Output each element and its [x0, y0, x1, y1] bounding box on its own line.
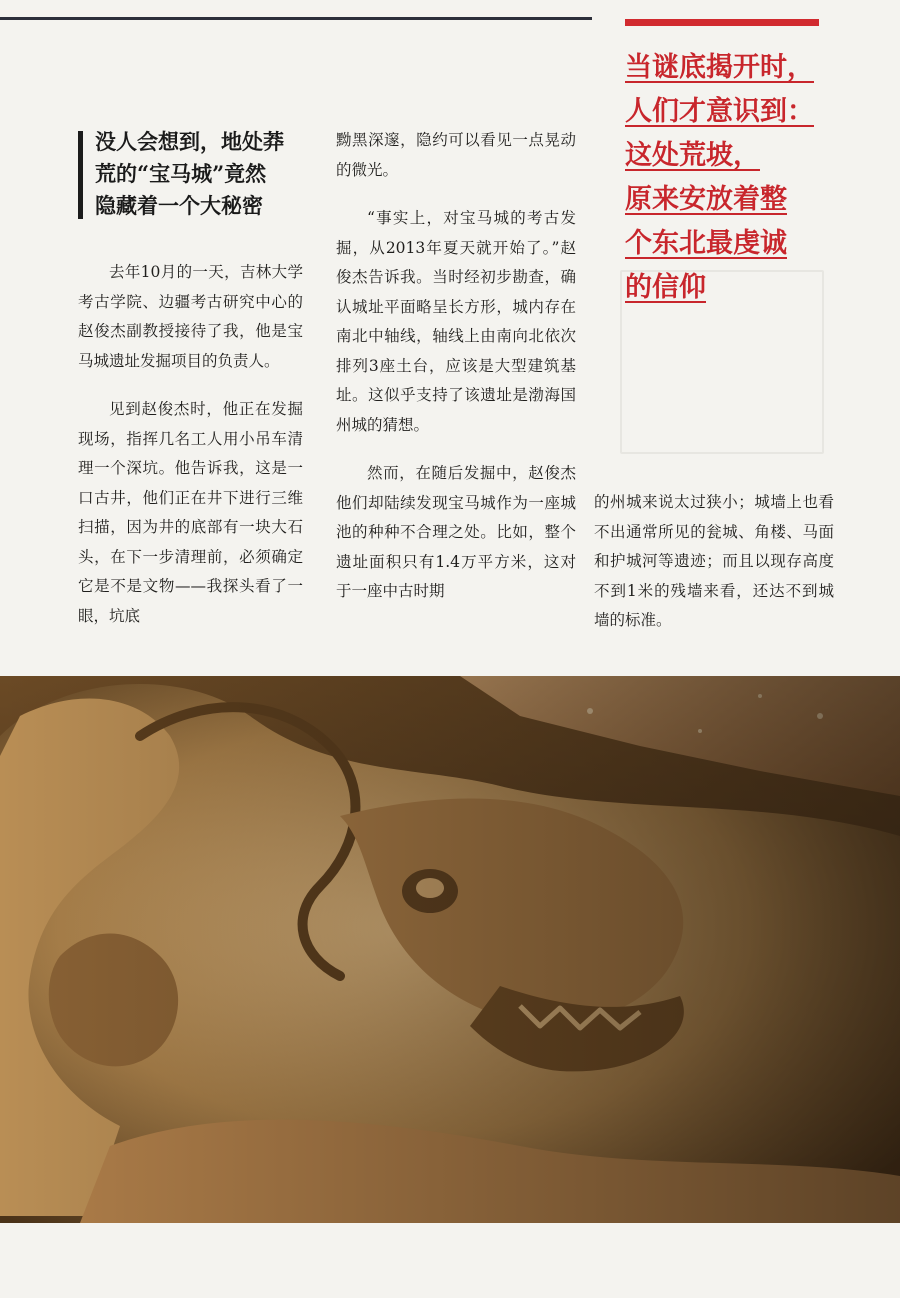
- headline-bar: [78, 131, 83, 219]
- pull-quote-line: 的信仰: [625, 272, 706, 303]
- pull-quote-line: 原来安放着整: [625, 184, 787, 215]
- top-rule: [0, 17, 592, 20]
- pull-quote-line: 这处荒坡，: [625, 140, 760, 171]
- headline-line: 隐藏着一个大秘密: [95, 193, 263, 218]
- column-3: [594, 488, 834, 655]
- paragraph: 然而，在随后发掘中，赵俊杰他们却陆续发现宝马城作为一座城池的种种不合理之处。比如，整个遗址面积只有1.4万平方米，这对于一座中古时期: [336, 464, 576, 600]
- pull-quote-line: 人们才意识到：: [625, 96, 814, 127]
- faded-background-frame: [620, 270, 824, 454]
- pull-quote-line: 个东北最虔诚: [625, 228, 787, 259]
- paragraph: 见到赵俊杰时，他正在发掘现场，指挥几名工人用小吊车清理一个深坑。他告诉我，这是一口古井，他们正在井下进行三维扫描，因为井的底部有一块大石头，在下一步清理前，必须确定它是不是文物——我探头看了一眼，坑底: [78, 400, 303, 625]
- pull-quote-rule: [625, 19, 819, 26]
- pull-quote-line: 当谜底揭开时，: [625, 52, 814, 83]
- paragraph: 的州城来说太过狭小；城墙上也看不出通常所见的瓮城、角楼、马面和护城河等遗迹；而且以现存高度不到1米的残墙来看，还达不到城墙的标准。: [594, 493, 834, 629]
- section-headline: [95, 126, 300, 222]
- column-1: [78, 258, 303, 650]
- dragon-carving-photo: [0, 676, 900, 1223]
- paragraph: 去年10月的一天，吉林大学考古学院、边疆考古研究中心的赵俊杰副教授接待了我，他是宝马城遗址发掘项目的负责人。: [78, 263, 303, 370]
- paragraph: “事实上，对宝马城的考古发掘，从2013年夏天就开始了。”赵俊杰告诉我。当时经初步勘查，确认城址平面略呈长方形，城内存在南北中轴线，轴线上由南向北依次排列3座土台，应该是大型建筑基址。这似乎支持了该遗址是渤海国州城的猜想。: [336, 209, 576, 434]
- headline-line: 没人会想到，地处莽: [95, 129, 284, 154]
- column-2: [336, 126, 576, 626]
- headline-line: 荒的“宝马城”竟然: [95, 161, 267, 186]
- paragraph: 黝黑深邃，隐约可以看见一点晃动的微光。: [336, 131, 576, 179]
